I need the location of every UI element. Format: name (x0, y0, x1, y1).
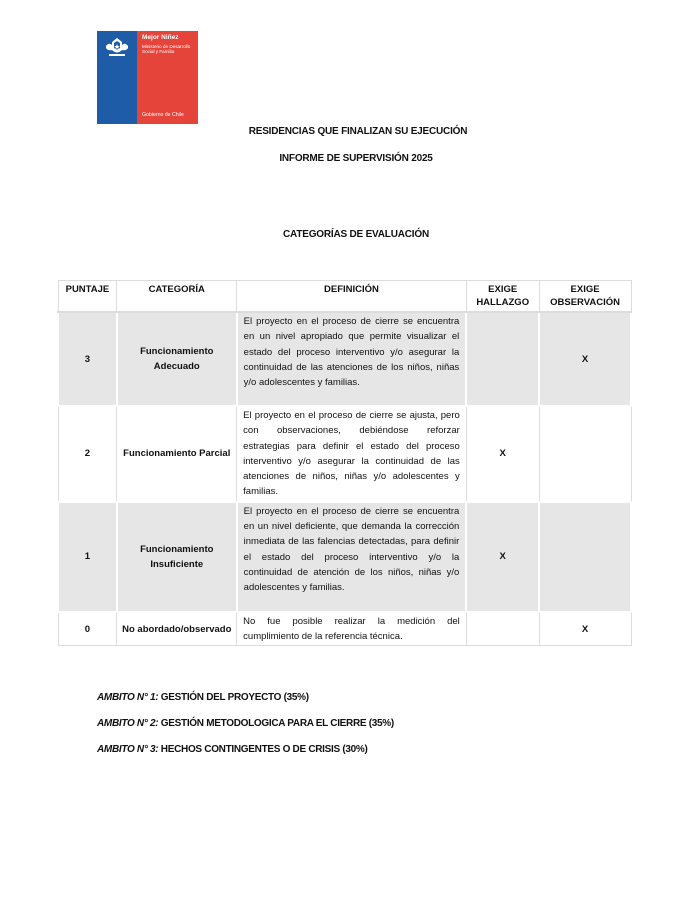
ambito-2 (97, 718, 394, 729)
document-title: RESIDENCIAS QUE FINALIZAN SU EJECUCIÓN (248, 126, 468, 137)
hallazgo-cell: X (466, 502, 539, 612)
definition-cell: No fue posible realizar la medición del cumplimiento de la referencia técnica. (237, 612, 467, 646)
table-row (58, 312, 631, 406)
header-categoria: CATEGORÍA (117, 281, 237, 313)
category-cell: No abordado/observado (117, 612, 237, 646)
logo-ministry-text: Ministerio de Desarrollo Social y Familia (142, 44, 191, 55)
mejor-ninez-logo (97, 31, 198, 124)
hallazgo-cell: X (466, 406, 539, 502)
category-cell: Funcionamiento Adecuado (117, 312, 237, 406)
ambito-label: AMBITO N° 3: (97, 744, 159, 755)
observacion-cell: X (539, 312, 631, 406)
ambito-3 (97, 744, 368, 755)
report-subtitle: INFORME DE SUPERVISIÓN 2025 (279, 153, 433, 164)
header-exige-hallazgo: EXIGE HALLAZGO (466, 281, 539, 313)
ambito-label: AMBITO N° 1: (97, 692, 159, 703)
header-exige-observacion: EXIGE OBSERVACIÓN (539, 281, 631, 313)
header-definicion: DEFINICIÓN (237, 281, 467, 313)
definition-cell: El proyecto en el proceso de cierre se ajusta, pero con observaciones, debiéndose reforzar estrategias para definir el estado del proceso interventivo y/o asegurar la continuidad de las atenciones de niños, niñas y/o adolescentes y familias. (237, 406, 467, 502)
score-cell: 2 (58, 406, 117, 502)
definition-cell: El proyecto en el proceso de cierre se encuentra en un nivel apropiado que permite visualizar el estado del proceso interventivo y/o asegurar la continuidad de las atenciones de los niños, niñas y/o adolescentes y familias. (237, 312, 467, 406)
table-row (58, 612, 631, 646)
logo-government-text: Gobierno de Chile (142, 112, 184, 118)
coat-of-arms-icon (103, 36, 131, 60)
table-row (58, 502, 631, 612)
category-cell: Funcionamiento Insuficiente (117, 502, 237, 612)
hallazgo-cell (466, 612, 539, 646)
observacion-cell: X (539, 612, 631, 646)
category-cell: Funcionamiento Parcial (117, 406, 237, 502)
section-heading: CATEGORÍAS DE EVALUACIÓN (283, 229, 429, 240)
observacion-cell (539, 406, 631, 502)
ambito-text: GESTIÓN METODOLOGICA PARA EL CIERRE (35%) (158, 718, 394, 729)
table-header-row (58, 281, 631, 313)
evaluation-categories-table (57, 280, 632, 646)
score-cell: 1 (58, 502, 117, 612)
score-cell: 3 (58, 312, 117, 406)
ambito-label: AMBITO N° 2: (97, 718, 159, 729)
table-row (58, 406, 631, 502)
definition-cell: El proyecto en el proceso de cierre se encuentra en un nivel deficiente, que demanda la corrección inmediata de las falencias detectadas, para definir el estado del proceso interventivo y/o la continuidad de atención de los niños, niñas y/o adolescentes y familias. (237, 502, 467, 612)
ambito-text: HECHOS CONTINGENTES O DE CRISIS (30%) (158, 744, 368, 755)
hallazgo-cell (466, 312, 539, 406)
header-puntaje: PUNTAJE (58, 281, 117, 313)
observacion-cell (539, 502, 631, 612)
ambito-text: GESTIÓN DEL PROYECTO (35%) (158, 692, 309, 703)
ambito-1 (97, 692, 309, 703)
logo-brand-text: Mejor Niñez (142, 34, 179, 41)
score-cell: 0 (58, 612, 117, 646)
